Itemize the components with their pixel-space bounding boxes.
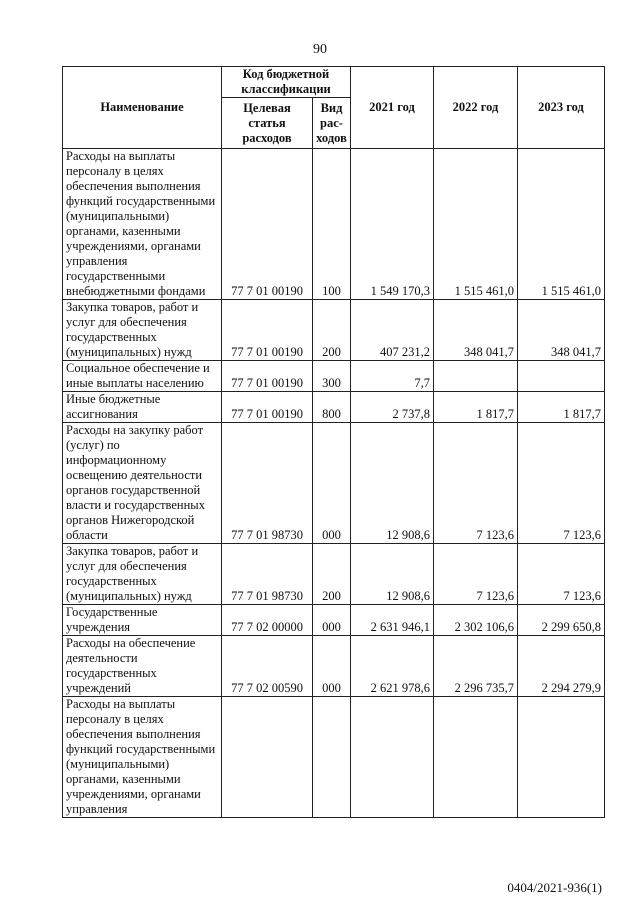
table-row (63, 149, 605, 300)
row-kcsr: 77 7 01 00190 (222, 300, 313, 361)
row-2023: 2 294 279,9 (518, 636, 605, 697)
table-row (63, 423, 605, 544)
header-2022: 2022 год (434, 67, 518, 149)
row-2021: 2 631 946,1 (351, 605, 434, 636)
row-kcsr: 77 7 01 98730 (222, 423, 313, 544)
table-row (63, 300, 605, 361)
row-2023 (518, 361, 605, 392)
row-2022 (434, 361, 518, 392)
row-2022: 2 302 106,6 (434, 605, 518, 636)
document-code: 0404/2021-936(1) (507, 880, 602, 895)
row-kcsr: 77 7 01 00190 (222, 361, 313, 392)
row-kcsr: 77 7 01 98730 (222, 544, 313, 605)
row-name: Расходы на обеспечение деятельности государственных учреждений (63, 636, 222, 697)
row-2023: 7 123,6 (518, 423, 605, 544)
row-name: Закупка товаров, работ и услуг для обеспечения государственных (муниципальных) нужд (63, 544, 222, 605)
row-2023: 7 123,6 (518, 544, 605, 605)
table-row (63, 697, 605, 818)
row-vr: 000 (313, 423, 351, 544)
table-row (63, 544, 605, 605)
row-vr: 800 (313, 392, 351, 423)
row-kcsr (222, 697, 313, 818)
row-2021: 2 737,8 (351, 392, 434, 423)
table-row (63, 605, 605, 636)
row-name: Закупка товаров, работ и услуг для обеспечения государственных (муниципальных) нужд (63, 300, 222, 361)
budget-table (62, 66, 605, 818)
row-kcsr: 77 7 02 00590 (222, 636, 313, 697)
row-2021: 12 908,6 (351, 544, 434, 605)
row-2021: 1 549 170,3 (351, 149, 434, 300)
row-name: Расходы на выплаты персоналу в целях обеспечения выполнения функций государственными (муниципальными) органами, казенными учреждениями, органами управления (63, 697, 222, 818)
row-vr: 200 (313, 544, 351, 605)
row-2022: 7 123,6 (434, 544, 518, 605)
header-vr: Вид рас-ходов (313, 98, 351, 149)
table-row (63, 392, 605, 423)
row-2022: 348 041,7 (434, 300, 518, 361)
row-2022 (434, 697, 518, 818)
row-2021 (351, 697, 434, 818)
row-2021: 7,7 (351, 361, 434, 392)
row-2023: 2 299 650,8 (518, 605, 605, 636)
header-name: Наименование (63, 67, 222, 149)
row-2023: 348 041,7 (518, 300, 605, 361)
header-2023: 2023 год (518, 67, 605, 149)
page-number: 90 (313, 42, 327, 57)
row-2022: 1 817,7 (434, 392, 518, 423)
row-name: Государственные учреждения (63, 605, 222, 636)
row-vr (313, 697, 351, 818)
row-name: Социальное обеспечение и иные выплаты населению (63, 361, 222, 392)
row-kcsr: 77 7 01 00190 (222, 149, 313, 300)
row-2021: 407 231,2 (351, 300, 434, 361)
row-2023: 1 817,7 (518, 392, 605, 423)
header-code-group: Код бюджетной классификации (222, 67, 351, 98)
header-kcsr: Целевая статья расходов (222, 98, 313, 149)
table-row (63, 361, 605, 392)
row-name: Расходы на закупку работ (услуг) по информационному освещению деятельности органов государственной власти и государственных органов Нижегородской области (63, 423, 222, 544)
table-row (63, 636, 605, 697)
row-2022: 2 296 735,7 (434, 636, 518, 697)
row-2021: 2 621 978,6 (351, 636, 434, 697)
row-vr: 300 (313, 361, 351, 392)
row-name: Иные бюджетные ассигнования (63, 392, 222, 423)
header-2021: 2021 год (351, 67, 434, 149)
row-2022: 1 515 461,0 (434, 149, 518, 300)
row-kcsr: 77 7 02 00000 (222, 605, 313, 636)
row-name: Расходы на выплаты персоналу в целях обеспечения выполнения функций государственными (муниципальными) органами, казенными учреждениями, органами управления государственными внебюджетными фондами (63, 149, 222, 300)
row-vr: 000 (313, 636, 351, 697)
row-2023 (518, 697, 605, 818)
row-vr: 000 (313, 605, 351, 636)
row-kcsr: 77 7 01 00190 (222, 392, 313, 423)
row-2023: 1 515 461,0 (518, 149, 605, 300)
row-2022: 7 123,6 (434, 423, 518, 544)
row-vr: 100 (313, 149, 351, 300)
row-2021: 12 908,6 (351, 423, 434, 544)
row-vr: 200 (313, 300, 351, 361)
